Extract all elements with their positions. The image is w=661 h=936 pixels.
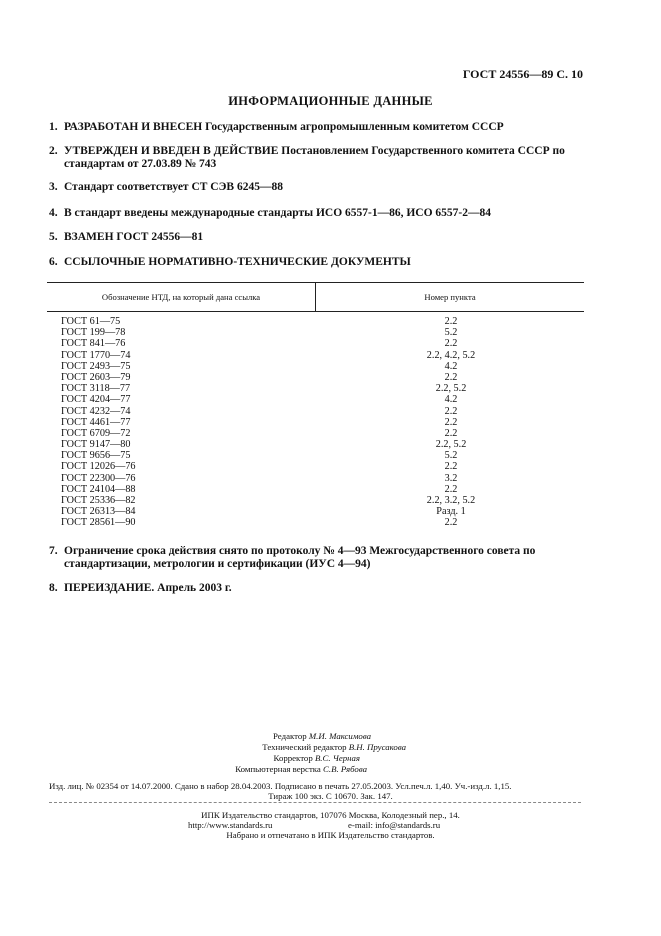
table-row <box>0 428 661 439</box>
item-text-continued: стандартизации, метрологии и сертификации (ИУС 4—94) <box>64 558 371 570</box>
list-item <box>49 121 504 134</box>
table-row <box>0 406 661 417</box>
clause-number: 2.2, 3.2, 5.2 <box>426 495 476 506</box>
page-title: ИНФОРМАЦИОННЫЕ ДАННЫЕ <box>228 94 433 108</box>
ntd-designation: ГОСТ 4232—74 <box>61 405 131 417</box>
imprint-line: Тираж 100 экз. С 10670. Зак. 147. <box>268 791 393 801</box>
table-row <box>0 450 661 461</box>
clause-number: 4.2 <box>444 394 458 406</box>
table-body <box>0 316 661 529</box>
list-item <box>49 207 491 220</box>
table-header-rule <box>47 311 584 312</box>
ntd-designation: ГОСТ 4204—77 <box>61 394 131 406</box>
table-row <box>0 439 661 450</box>
credit-role: Компьютерная верстка <box>235 764 324 774</box>
credit-role: Технический редактор <box>262 742 349 752</box>
credit-editor <box>273 731 371 741</box>
ntd-designation: ГОСТ 61—75 <box>61 316 121 327</box>
list-item <box>49 545 536 570</box>
table-row <box>0 495 661 506</box>
credit-tech-editor <box>262 742 406 752</box>
ntd-designation: ГОСТ 26313—84 <box>61 506 136 518</box>
ntd-designation: ГОСТ 9656—75 <box>61 450 131 462</box>
table-row <box>0 316 661 327</box>
clause-number: 2.2 <box>444 517 458 529</box>
document-reference: ГОСТ 24556—89 С. 10 <box>462 67 583 81</box>
ntd-designation: ГОСТ 841—76 <box>61 338 126 350</box>
table-row <box>0 383 661 394</box>
list-item <box>49 181 283 194</box>
ntd-designation: ГОСТ 4461—77 <box>61 416 131 428</box>
credit-name: М.И. Максимова <box>308 731 371 741</box>
ntd-designation: ГОСТ 25336—82 <box>61 495 136 506</box>
ntd-designation: ГОСТ 1770—74 <box>61 349 131 361</box>
clause-number: 2.2, 4.2, 5.2 <box>426 349 476 361</box>
item-number: 2. <box>49 145 58 157</box>
item-number: 3. <box>49 181 58 193</box>
list-item <box>49 256 411 269</box>
table-row <box>0 417 661 428</box>
table-row <box>0 372 661 383</box>
ntd-designation: ГОСТ 199—78 <box>61 327 126 339</box>
list-item <box>49 145 565 170</box>
item-number: 6. <box>49 256 58 268</box>
clause-number: 2.2, 5.2 <box>435 439 467 451</box>
table-header-ntd: Обозначение НТД, на который дана ссылка <box>101 292 261 302</box>
item-number: 5. <box>49 231 58 243</box>
item-bold-text: РАЗРАБОТАН И ВНЕСЕН <box>64 121 203 133</box>
clause-number: 2.2, 5.2 <box>435 383 467 395</box>
list-item <box>49 582 232 595</box>
clause-number: Разд. 1 <box>436 506 466 518</box>
table-row <box>0 473 661 484</box>
clause-number: 2.2 <box>444 461 458 473</box>
table-row <box>0 484 661 495</box>
printed-by-line: Набрано и отпечатано в ИПК Издательство стандартов. <box>226 830 435 840</box>
table-row <box>0 327 661 338</box>
credit-role: Корректор <box>273 753 315 763</box>
credit-name: В.С. Черная <box>314 753 360 763</box>
table-row <box>0 506 661 517</box>
divider <box>49 802 581 803</box>
ntd-designation: ГОСТ 22300—76 <box>61 472 136 484</box>
item-bold-text: УТВЕРЖДЕН И ВВЕДЕН В ДЕЙСТВИЕ <box>64 145 279 157</box>
clause-number: 2.2 <box>444 483 458 495</box>
clause-number: 2.2 <box>444 371 458 383</box>
table-row <box>0 461 661 472</box>
credit-corrector <box>274 753 360 763</box>
ntd-designation: ГОСТ 2493—75 <box>61 360 131 372</box>
item-text: Государственным агропромышленным комитетом СССР <box>202 121 504 133</box>
imprint-line: Изд. лиц. № 02354 от 14.07.2000. Сдано в набор 28.04.2003. Подписано в печать 27.05.2003. Усл.печ.л. 1,40. Уч.-изд.л. 1,15. <box>49 781 512 791</box>
clause-number: 2.2 <box>444 338 458 350</box>
item-bold-text: ССЫЛОЧНЫЕ НОРМАТИВНО-ТЕХНИЧЕСКИЕ ДОКУМЕНТЫ <box>64 256 411 268</box>
table-row <box>0 338 661 349</box>
table-row <box>0 350 661 361</box>
clause-number: 3.2 <box>444 472 458 484</box>
item-number: 8. <box>49 582 58 594</box>
clause-number: 2.2 <box>444 405 458 417</box>
table-row <box>0 361 661 372</box>
item-number: 7. <box>49 545 58 557</box>
ntd-designation: ГОСТ 3118—77 <box>61 383 131 395</box>
clause-number: 4.2 <box>444 360 458 372</box>
ntd-designation: ГОСТ 28561—90 <box>61 517 136 529</box>
item-text: В стандарт введены международные стандарты ИСО 6557-1—86, ИСО 6557-2—84 <box>64 207 491 219</box>
ntd-designation: ГОСТ 12026—76 <box>61 461 136 473</box>
clause-number: 2.2 <box>444 427 458 439</box>
email-link[interactable]: e-mail: info@standards.ru <box>348 820 441 830</box>
item-text-continued: стандартам от 27.03.89 № 743 <box>64 158 217 170</box>
item-text: Стандарт соответствует СТ СЭВ 6245—88 <box>64 181 283 193</box>
item-text: Ограничение срока действия снято по протоколу № 4—93 Межгосударственного совета по <box>64 545 536 557</box>
clause-number: 2.2 <box>444 416 458 428</box>
item-number: 4. <box>49 207 58 219</box>
credit-name: С.В. Рябова <box>323 764 367 774</box>
clause-number: 5.2 <box>444 450 458 462</box>
credit-name: В.Н. Прусакова <box>348 742 406 752</box>
item-text: ПЕРЕИЗДАНИЕ. Апрель 2003 г. <box>64 582 232 594</box>
item-text: Постановлением Государственного комитета СССР по <box>278 145 565 157</box>
table-row <box>0 517 661 528</box>
ntd-designation: ГОСТ 9147—80 <box>61 439 131 451</box>
website-link[interactable]: http://www.standards.ru <box>188 820 273 830</box>
table-header-clause: Номер пункта <box>424 292 476 302</box>
ntd-designation: ГОСТ 6709—72 <box>61 427 131 439</box>
table-row <box>0 394 661 405</box>
clause-number: 2.2 <box>444 316 458 327</box>
clause-number: 5.2 <box>444 327 458 339</box>
list-item <box>49 231 203 244</box>
ntd-designation: ГОСТ 2603—79 <box>61 371 131 383</box>
item-bold-text: ВЗАМЕН ГОСТ 24556—81 <box>64 231 204 243</box>
item-number: 1. <box>49 121 58 133</box>
publisher-line: ИПК Издательство стандартов, 107076 Москва, Колодезный пер., 14. <box>201 810 460 820</box>
credit-role: Редактор <box>273 731 309 741</box>
ntd-designation: ГОСТ 24104—88 <box>61 483 136 495</box>
credit-layout <box>235 764 367 774</box>
